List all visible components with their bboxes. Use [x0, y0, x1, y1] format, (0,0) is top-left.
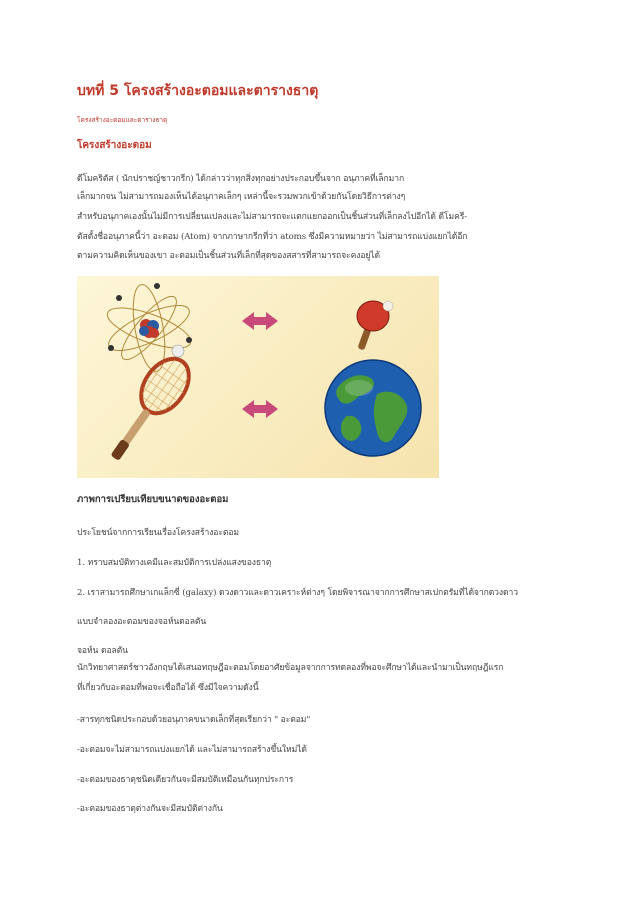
- body-line: ประโยชน์จากการเรียนเรื่องโครงสร้างอะตอม: [77, 528, 239, 538]
- double-arrow-icon: [242, 400, 278, 418]
- body-line: 1. ทราบสมบัติทางเคมีและสมบัติการเปล่งแสงของธาตุ: [77, 558, 272, 568]
- intro-line: ดีโมคริตัส ( นักปราชญ์ชาวกรีก) ได้กล่าวว่าทุกสิ่งทุกอย่างประกอบขึ้นจาก อนุภาคที่เล็กมาก: [77, 174, 405, 184]
- intro-line: ตัสตั้งชื่ออนุภาคนี้ว่า อะตอม (Atom) จากภาษากรีกที่ว่า atoms ซึ่งมีความหมายว่า ไม่สามารถแบ่งแยกได้อีก: [77, 232, 468, 242]
- body-line: จอห์น ดอลตัน: [77, 646, 128, 656]
- double-arrow-icon: [242, 312, 278, 330]
- ping-pong-paddle-icon: [357, 301, 393, 351]
- tennis-racket-icon: [98, 350, 198, 470]
- body-line: แบบจำลองอะตอมของจอห์นดอลตัน: [77, 617, 207, 627]
- body-line: -อะตอมจะไม่สามารถแบ่งแยกได้ และไม่สามารถสร้างขึ้นใหม่ได้: [77, 745, 307, 755]
- body-line: -อะตอมของธาตุต่างกันจะมีสมบัติต่างกัน: [77, 804, 223, 814]
- body-line: -สารทุกชนิดประกอบด้วยอนุภาคขนาดเล็กที่สุดเรียกว่า " อะตอม": [77, 715, 311, 725]
- atom-size-comparison-figure: [77, 276, 439, 478]
- earth-globe-icon: [325, 360, 421, 456]
- body-line: นักวิทยาศาสตร์ชาวอังกฤษได้เสนอทฤษฎีอะตอมโดยอาศัยข้อมูลจากการทดลองที่พอจะศึกษาได้และนำมาเป็นทฤษฎีแรก: [77, 663, 504, 673]
- intro-line: เล็กมากจน ไม่สามารถมองเห็นได้อนุภาคเล็กๆ เหล่านี้จะรวมพวกเข้าด้วยกันโดยวิธีการต่างๆ: [77, 192, 406, 202]
- breadcrumb: โครงสร้างอะตอมและตารางธาตุ: [77, 116, 168, 124]
- intro-line: สำหรับอนุภาคเองนั้นไม่มีการเปลี่ยนแปลงและไม่สามารถจะแตกแยกออกเป็นชิ้นส่วนที่เล็กลงไปอีกได้ ดีโมครี-: [77, 212, 468, 222]
- body-line: -อะตอมของธาตุชนิดเดียวกันจะมีสมบัติเหมือนกันทุกประการ: [77, 775, 294, 785]
- body-line: 2. เราสามารถศึกษาเกแล็กซี่ (galaxy) ดวงดาวและดาวเคราะห์ต่างๆ โดยพิจารณาจากการศึกษาสเปกตรัมที่ได้จากดวงดาว: [77, 588, 518, 598]
- section-heading: โครงสร้างอะตอม: [77, 140, 152, 151]
- page-title: บทที่ 5 โครงสร้างอะตอมและตารางธาตุ: [77, 83, 319, 99]
- tennis-ball-icon: [172, 345, 184, 357]
- figure-caption: ภาพการเปรียบเทียบขนาดของอะตอม: [77, 494, 229, 505]
- intro-line: ตามความคิดเห็นของเขา อะตอมเป็นชิ้นส่วนที่เล็กที่สุดของสสารที่สามารถจะคงอยู่ได้: [77, 251, 381, 261]
- body-line: ที่เกี่ยวกับอะตอมที่พอจะเชื่อถือได้ ซึ่งมีใจความดังนี้: [77, 683, 259, 693]
